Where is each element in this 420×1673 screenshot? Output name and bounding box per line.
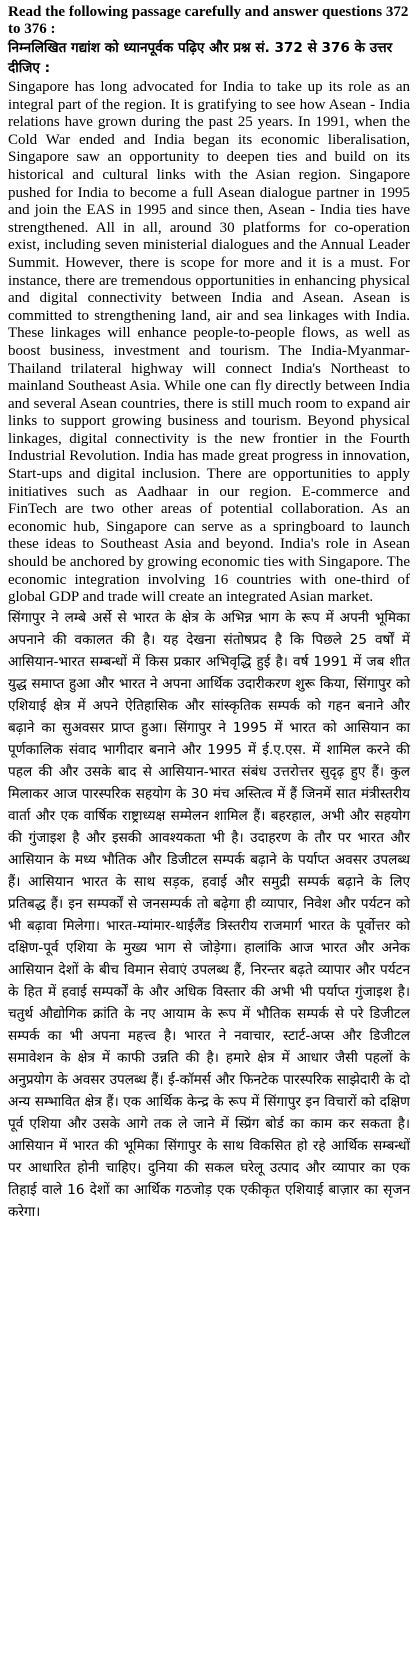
passage-english: Singapore has long advocated for India to take up its role as an integral part of the region. It is gratifying to see how Asean - India relations have grown during the past 25 years. In 1991, when the Cold War ended and India began its economic liberalisation, Singapore saw an opportunity to deepen ties and build on its historical and cultural links with the Asian region. Singapore pushed for India to become a full Asean dialogue partner in 1995 and join the EAS in 1995 and since then, Asean - India ties have strengthened. All in all, around 30 platforms for co-operation exist, including seven ministerial dialogues and the Annual Leader Summit. However, there is scope for more and it is a must. For instance, there are tremendous opportunities in enhancing physical and digital connectivity between India and Asean. Asean is committed to strengthening land, air and sea linkages with India. These linkages will enhance people-to-people flows, as well as boost business, investment and tourism. The India-Myanmar-Thailand trilateral highway will connect India's Northeast to mainland Southeast Asia. While one can fly directly between India and several Asean countries, there is still much room to expand air links to support growing business and tourism. Beyond physical linkages, digital connectivity is the new frontier in the Fourth Industrial Revolution. India has made great progress in innovation, Start-ups and digital inclusion. There are opportunities to apply initiatives such as Aadhaar in our region. E-commerce and FinTech are two other areas of potential collaboration. As an economic hub, Singapore can serve as a springboard to launch these ideas to Southeast Asia and beyond. India's role in Asean should be anchored by growing economic ties with Singapore. The economic integration involving 16 countries with one-third of global GDP and trade will create an integrated Asian market. [8, 79, 410, 606]
passage-hindi: सिंगापुर ने लम्बे अर्से से भारत के क्षेत्र के अभिन्न भाग के रूप में अपनी भूमिका अपनाने की वकालत की है। यह देखना संतोषप्रद है कि पिछले 25 वर्षों में आसियान-भारत सम्बन्धों में किस प्रकार अभिवृद्धि हुई है। वर्ष 1991 में जब शीत युद्ध समाप्त हुआ और भारत ने अपना आर्थिक उदारीकरण शुरू किया, सिंगापुर को एशियाई क्षेत्र में अपने ऐतिहासिक और सांस्कृतिक सम्पर्क को गहन बनाने और बढ़ाने का सुअवसर प्राप्त हुआ। सिंगापुर ने 1995 में भारत को आसियान का पूर्णकालिक संवाद भागीदार बनाने और 1995 में ई.ए.एस. में शामिल करने की पहल की और उसके बाद से आसियान-भारत संबंध उत्तरोत्तर सुदृढ़ हुए हैं। कुल मिलाकर आज पारस्परिक सहयोग के 30 मंच अस्तित्व में हैं जिनमें सात मंत्रीस्तरीय वार्ता और एक वार्षिक राष्ट्राध्यक्ष सम्मेलन शामिल हैं। बहरहाल, अभी और सहयोग की गुंजाइश है और इसकी आवश्यकता भी है। उदाहरण के तौर पर भारत और आसियान के मध्य भौतिक और डिजीटल सम्पर्क बढ़ाने के पर्याप्त अवसर उपलब्ध हैं। आसियान भारत के साथ सड़क, हवाई और समुद्री सम्पर्क बढ़ाने के लिए प्रतिबद्ध हैं। इन सम्पर्कों से जनसम्पर्क तो बढ़ेगा ही व्यापार, निवेश और पर्यटन को भी बढ़ावा मिलेगा। भारत-म्यांमार-थाईलैंड त्रिस्तरीय राजमार्ग भारत के पूर्वोत्तर को दक्षिण-पूर्व एशिया के मुख्य भाग से जोड़ेगा। हालांकि आज भारत और अनेक आसियान देशों के बीच विमान सेवाएं उपलब्ध हैं, निरन्तर बढ़ते व्यापार और पर्यटन के हित में हवाई सम्पर्कों के और अधिक विस्तार की अभी भी पर्याप्त गुंजाइश है। चतुर्थ औद्योगिक क्रांति के नए आयाम के रूप में भौतिक सम्पर्क से परे डिजीटल सम्पर्क का भी अपना महत्त्व है। भारत ने नवाचार, स्टार्ट-अप्स और डिजीटल समावेशन के क्षेत्र में काफी उन्नति की है। हमारे क्षेत्र में आधार जैसी पहलों के अनुप्रयोग के अवसर उपलब्ध हैं। ई-कॉमर्स और फिनटेक पारस्परिक साझेदारी के दो अन्य सम्भावित क्षेत्र हैं। एक आर्थिक केन्द्र के रूप में सिंगापुर इन विचारों को दक्षिण पूर्व एशिया और उसके आगे तक ले जाने में स्प्रिंग बोर्ड का काम कर सकता है। आसियान में भारत की भूमिका सिंगापुर के साथ विकसित हो रहे आर्थिक सम्बन्धों पर आधारित होनी चाहिए। दुनिया की सकल घरेलू उत्पाद और व्यापार का एक तिहाई वाले 16 देशों का आर्थिक गठजोड़ एक एकीकृत एशियाई बाज़ार का सृजन करेगा। [8, 609, 410, 1220]
instruction-heading-hindi: निम्नलिखित गद्यांश को ध्यानपूर्वक पढ़िए और प्रश्न सं. 372 से 376 के उत्तर दीजिए : [8, 40, 393, 76]
instruction-heading-english: Read the following passage carefully and answer questions 372 to 376 : [8, 4, 409, 37]
